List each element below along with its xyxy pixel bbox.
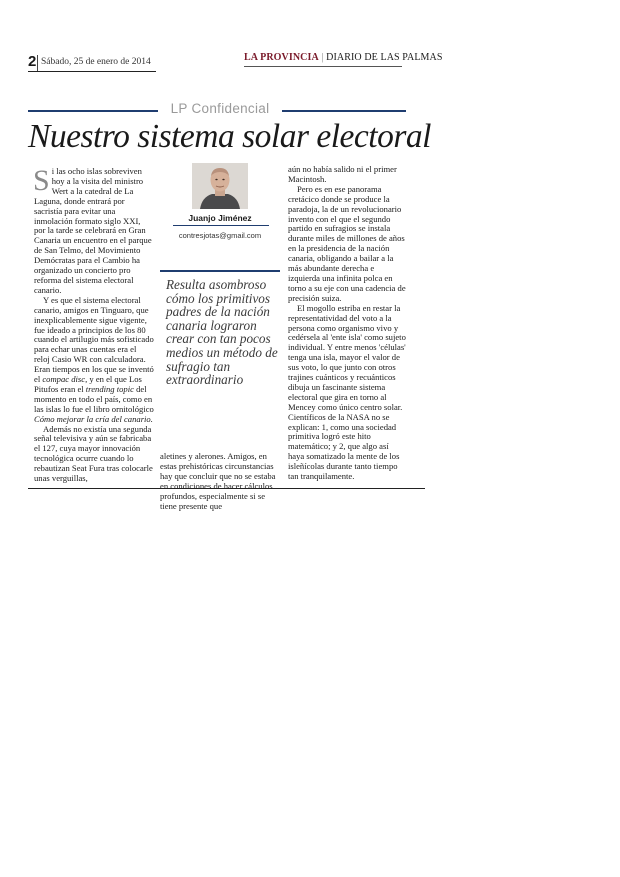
paragraph-2-text-c: del momento en todo el país, como en las islas lo fue el libro ornitológico: [34, 383, 154, 414]
bottom-rule: [28, 488, 425, 489]
paragraph-1-text: i las ocho islas sobreviven hoy a la visita del ministro Wert a la catedral de La Laguna, donde entrará por sacristía para evitar una inmolación formato siglo XXI, por la tarde se celebrará en Gran Canaria un encuentro en el parque de San Telmo, del Movimiento Demócratas para el Cambio ha organizado un concierto pro reforma del sistema electoral canario.: [34, 166, 152, 295]
paragraph-1: [33, 164, 154, 296]
author-photo: [192, 163, 248, 209]
header-separator: [37, 55, 38, 71]
paragraph-2-italic-3: Cómo mejorar la cría del canario.: [34, 413, 153, 424]
paragraph-2-italic-2: trending topic: [85, 383, 134, 394]
paragraph-2-text-a: Y es que el sistema electoral canario, amigos en Tinguaro, que inexplicablemente sigue vigente, fue ideado a principios de los 80 cuando el artilugio más sofisticado para echar unas cuentas era el reloj Casio WR con calculadora. Eran tiempos en los que se inventó el: [34, 294, 154, 385]
author-name: Juanjo Jiménez: [188, 213, 252, 223]
drop-cap: S: [33, 164, 50, 197]
paragraph-5: aún no había salido ni el primer Macintosh.: [288, 164, 397, 184]
article-title: Nuestro sistema solar electoral: [28, 118, 431, 155]
author-email: contresjotas@gmail.com: [178, 231, 262, 240]
page-date: Sábado, 25 de enero de 2014: [41, 57, 151, 67]
pullquote: Resulta asombroso cómo los primitivos padres de la nación canaria lograron crear con tan pocos medios un método de sufragio tan extraordinario: [166, 277, 278, 388]
pullquote-rule: [160, 270, 280, 272]
paragraph-4: aletines y alerones. Amigos, en estas prehistóricas circunstancias hay que concluir que no se estaba en condiciones de hacer cálculos profundos, especialmente si se tiene presente que: [160, 451, 276, 511]
article-column-1: [33, 164, 154, 484]
author-portrait-icon: [192, 163, 248, 209]
paragraph-2-italic-1: compac disc: [42, 374, 86, 385]
section-label: LP Confidencial: [170, 101, 270, 116]
newspaper-brand: LA PROVINCIA: [244, 52, 319, 63]
article-column-3: [288, 165, 406, 482]
section-rule-left: [28, 110, 158, 112]
newspaper-subtitle: DIARIO DE LAS PALMAS: [326, 52, 443, 63]
paragraph-3: Además no existía una segunda señal televisiva y aún se fabricaba el 127, cuya mayor innovación tecnológica ocurre cuando lo rebautizan Seat Fura tras colocarle unas verguillas,: [34, 423, 153, 484]
paragraph-2: [34, 296, 154, 425]
paragraph-6: Pero es en ese panorama cretácico donde se produce la paradoja, la de un revolucionario invento con el que el segundo partido en sufragios se instala durante miles de millones de años en la presidencia de la nación canaria, obligando a bailar a la más abundante derecha e izquierda una infinita polca en torno a su eje con una cadencia de precisión suiza.: [288, 183, 406, 303]
newspaper-name: [244, 52, 443, 63]
article-column-2: [160, 452, 280, 511]
newspaper-divider: |: [321, 52, 324, 63]
paragraph-2-text-b: , y en el que Los Pitufos eran el: [34, 374, 142, 394]
paragraph-7: El mogollo estriba en restar la representatividad del voto a la persona como organismo vivo y cedérsela al 'ente isla' como sujeto individual. Y entre menos 'células' tenga una isla, mayor el valor de sus voto, lo que junto con otros trajines cuánticos y recuánticos dibuja un fascinante sistema electoral que gira en torno al Mencey como único centro solar. Científicos de la NASA no se explican: 1, como una sociedad primitiva logró este hito matemático; y 2, que algo así haya somatizado la mente de los isleñícolas durante tanto tiempo tan tranquilamente.: [288, 302, 406, 482]
header-rule-right: [244, 66, 402, 67]
section-rule-right: [282, 110, 406, 112]
author-rule: [173, 225, 269, 226]
header-rule-left: [28, 71, 156, 72]
page-number: 2: [28, 53, 37, 70]
